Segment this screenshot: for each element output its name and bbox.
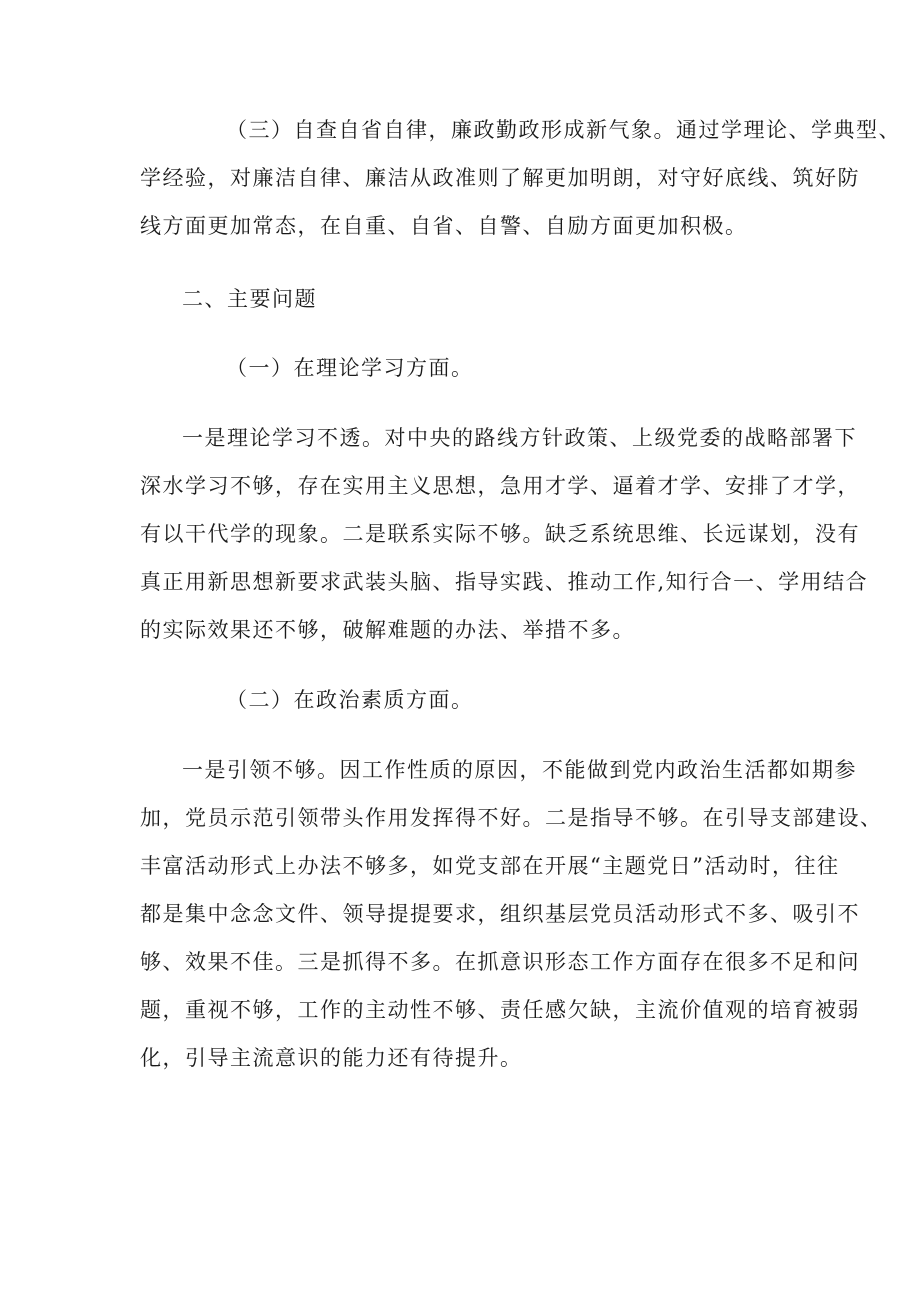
paragraph-2-line-4: 真正用新思想新要求武装头脑、指导实践、推动工作,知行合一、学用结合: [140, 570, 869, 594]
paragraph-3-line-3: 丰富活动形式上办法不够多，如党支部在开展“主题党日”活动时，往往: [140, 854, 840, 878]
paragraph-3-line-1: 一是引领不够。因工作性质的原因，不能做到党内政治生活都如期参: [182, 758, 857, 782]
section-heading-main-problems: 二、主要问题: [182, 287, 317, 311]
paragraph-2-line-5: 的实际效果还不够，破解难题的办法、举措不多。: [140, 618, 635, 642]
paragraph-1-line-3: 线方面更加常态，在自重、自省、自警、自励方面更加积极。: [140, 214, 748, 238]
paragraph-2-line-1: 一是理论学习不透。对中央的路线方针政策、上级党委的战略部署下: [182, 426, 857, 450]
paragraph-2-line-2: 深水学习不够，存在实用主义思想，急用才学、逼着才学、安排了才学，: [140, 474, 860, 498]
paragraph-3-line-5: 够、效果不佳。三是抓得不多。在抓意识形态工作方面存在很多不足和问: [140, 950, 860, 974]
paragraph-3-line-4: 都是集中念念文件、领导提提要求，组织基层党员活动形式不多、吸引不: [140, 902, 860, 926]
paragraph-1-line-1: （三）自查自省自律，廉政勤政形成新气象。通过学理论、学典型、: [226, 118, 901, 142]
paragraph-3-line-7: 化，引导主流意识的能力还有待提升。: [140, 1046, 523, 1070]
paragraph-3-line-2: 加，党员示范引领带头作用发挥得不好。二是指导不够。在引导支部建设、: [140, 806, 883, 830]
paragraph-3-line-6: 题，重视不够，工作的主动性不够、责任感欠缺，主流价值观的培育被弱: [140, 998, 860, 1022]
subheading-theory-study: （一）在理论学习方面。: [226, 356, 474, 380]
subheading-political-quality: （二）在政治素质方面。: [226, 688, 474, 712]
paragraph-2-line-3: 有以干代学的现象。二是联系实际不够。缺乏系统思维、长远谋划，没有: [140, 522, 860, 546]
paragraph-1-line-2: 学经验，对廉洁自律、廉洁从政准则了解更加明朗，对守好底线、筑好防: [140, 166, 860, 190]
